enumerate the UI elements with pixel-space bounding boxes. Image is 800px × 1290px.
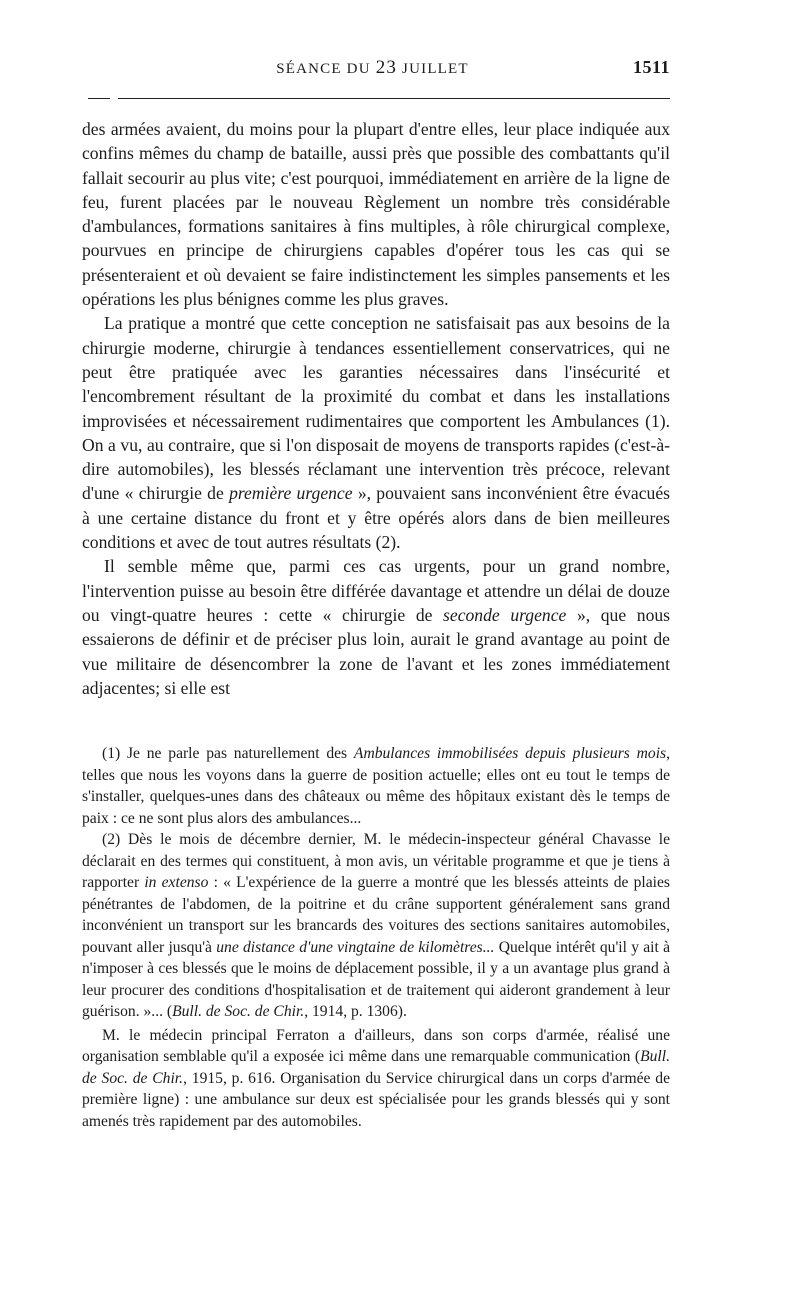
paragraph-2: [82, 311, 670, 554]
footnote-3-italic: Bull. de Soc. de Chir.: [82, 1048, 670, 1087]
footnote-3-text-a: M. le médecin principal Ferraton a d'ailleurs, dans son corps d'armée, réalisé une organisation semblable qu'il a exposée ici même dans une remarquable communication (: [82, 1026, 670, 1065]
paragraph-1: des armées avaient, du moins pour la plupart d'entre elles, leur place indiquée aux confins mêmes du champ de bataille, aussi près que possible des combattants qu'il fallait secourir au plus vite; c'est pourquoi, immédiatement en arrière de la ligne de feu, furent placées par le nouveau Règlement un nombre très considérable d'ambulances, formations sanitaires à fins multiples, à rôle chirurgical complexe, pourvues en principe de chirurgiens capables d'opérer tous les cas qui se présenteraient et où devaient se faire indistinctement les simples pansements et les opérations les plus bénignes comme les plus graves.: [82, 119, 670, 310]
footnote-1-text-b: , telles que nous les voyons dans la guerre de position actuelle; elles ont eu tout le temps de s'installer, quelques-unes dans des châteaux ou même des hôpitaux existant dès le temps de paix : ce ne sont plus alors des ambulances...: [82, 745, 670, 827]
title-suffix: JUILLET: [397, 61, 469, 77]
footnote-2-italic-3: Bull. de Soc. de Chir.: [172, 1003, 305, 1020]
running-title: [82, 57, 633, 79]
title-day: 23: [375, 57, 398, 78]
footnote-3-text-b: , 1915, p. 616. Organisation du Service chirurgical dans un corps d'armée de première ligne) : une ambulance sur deux est spécialisée pour les grands blessés qui y sont amenés très rapidement par des automobiles.: [82, 1069, 670, 1130]
page-number: 1511: [632, 57, 670, 77]
footnote-2-text-c: Quelque intérêt qu'il y ait à n'imposer à ces blessés que le moins de déplacement possible, il y a un avantage plus grand à leur procurer des conditions d'hospitalisation et de traitement qui aideront grandement à leur guérison. »... (: [82, 938, 671, 1020]
footnotes: [82, 743, 670, 1132]
footnote-2-text-b: : « L'expérience de la guerre a montré que les blessés atteints de plaies pénétrantes de l'abdomen, de la poitrine et du crâne supportent généralement sans grand inconvénient un transport sur les brancards des voitures des sections sanitaires automobiles, pouvant aller jusqu'à: [82, 874, 670, 956]
running-header: [82, 57, 670, 85]
paragraph-3-text-b: », que nous essaierons de définir et de préciser plus loin, aurait le grand avantage au point de vue militaire de désencombrer la zone de l'avant et les zones immédiatement adjacentes; si elle est: [82, 604, 671, 698]
header-rule-short: [88, 98, 110, 99]
footnote-3: [82, 1025, 670, 1133]
paragraph-3-text-a: Il semble même que, parmi ces cas urgents, pour un grand nombre, l'intervention puisse au besoin être différée davantage et attendre un délai de douze ou vingt-quatre heures : cette « chirurgie de: [82, 556, 670, 625]
paragraph-3-italic: seconde urgence: [443, 604, 567, 625]
paragraph-2-italic: première urgence: [229, 483, 353, 504]
header-rule: [118, 98, 670, 99]
footnote-1-italic: Ambulances immobilisées depuis plusieurs mois: [353, 745, 667, 762]
paragraph-3: [82, 554, 670, 700]
footnote-1: [82, 743, 670, 829]
paragraph-2-text-a: La pratique a montré que cette conception ne satisfaisait pas aux besoins de la chirurgie moderne, chirurgie à tendances essentiellement conservatrices, qui ne peut être pratiquée avec les garanties nécessaires dans l'insécurité et l'encombrement résultant de la proximité du combat et dans les installations improvisées et nécessairement rudimentaires que comportent les Ambulances (1). On a vu, au contraire, que si l'on disposait de moyens de transports rapides (c'est-à-dire automobiles), les blessés réclamant une intervention très précoce, relevant d'une « chirurgie de: [82, 313, 670, 504]
footnote-2-text-d: , 1914, p. 1306).: [304, 1003, 407, 1020]
body-text: [82, 117, 670, 700]
footnote-1-text-a: (1) Je ne parle pas naturellement des: [102, 745, 354, 762]
paragraph-2-text-b: », pouvaient sans inconvénient être évacués à une certaine distance du front et y être opérés alors dans de bien meilleures conditions et avec de tout autres résultats (2).: [82, 483, 670, 553]
footnote-2-text-a: (2) Dès le mois de décembre dernier, M. le médecin-inspecteur général Chavasse le déclarait en des termes qui constituent, à mon avis, un véritable programme et que je tiens à rapporter: [82, 831, 670, 891]
footnote-2-italic-2: une distance d'une vingtaine de kilomètres...: [216, 938, 495, 956]
footnote-2: [82, 829, 670, 1023]
footnote-2-italic-1: in extenso: [144, 874, 209, 891]
title-prefix: SÉANCE DU: [276, 61, 376, 77]
